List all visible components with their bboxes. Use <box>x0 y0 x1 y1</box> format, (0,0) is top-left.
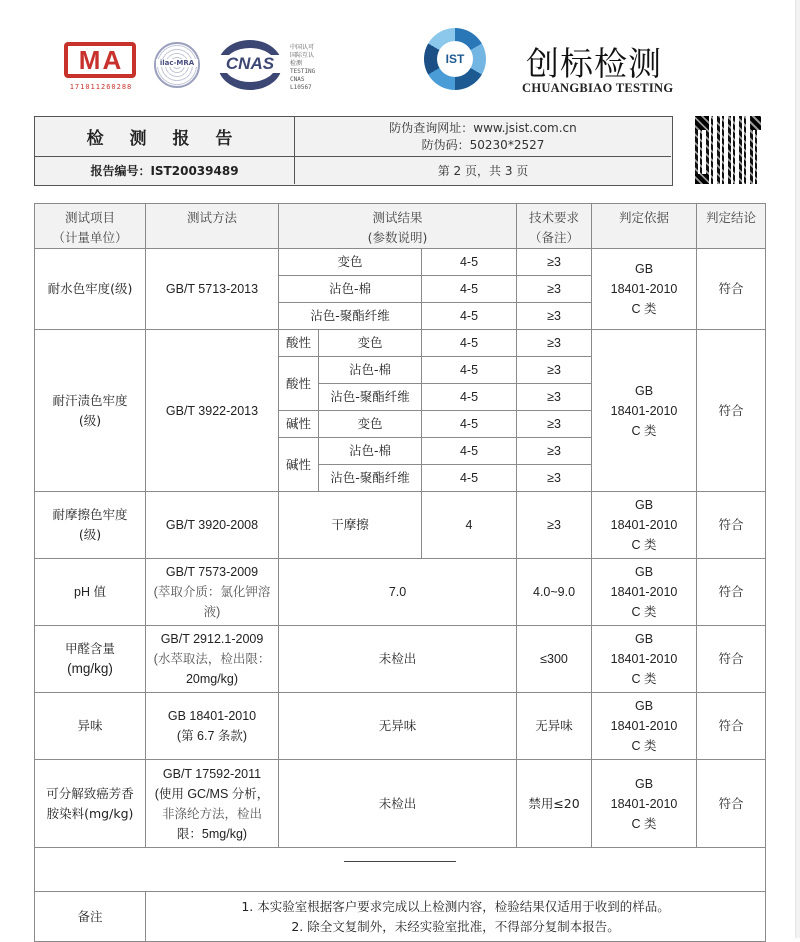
conclusion-cell: 符合 <box>697 760 766 848</box>
end-separator-row <box>35 848 766 892</box>
header-item: 测试项目 （计量单位） <box>35 204 146 249</box>
brand-name-en: CHUANGBIAO TESTING <box>522 81 674 95</box>
basis-cell: GB 18401-2010 C 类 <box>592 249 697 330</box>
cnas-accreditation-text: 中国认可 国际互认 检测 TESTING CNAS L10567 <box>290 44 316 91</box>
memo-row <box>35 892 766 942</box>
test-results-table <box>34 203 766 942</box>
report-title: 检 测 报 告 <box>35 117 295 157</box>
header-conclusion: 判定结论 <box>697 204 766 249</box>
table-row: 沾色-棉 4-5 ≥3 <box>35 276 766 303</box>
anti-fake-url: 防伪查询网址：www.jsist.com.cn <box>389 120 577 135</box>
conclusion-cell: 符合 <box>697 626 766 693</box>
header-basis: 判定依据 <box>592 204 697 249</box>
table-row: pH 值 GB/T 7573-2009 (萃取介质：氯化钾溶 液) 7.0 4.0~9.0 GB 18401-2010 C 类 符合 <box>35 559 766 626</box>
header-tech: 技术要求 （备注） <box>517 204 592 249</box>
basis-cell: GB 18401-2010 C 类 <box>592 492 697 559</box>
table-row: 碱性 沾色-棉 4-5 ≥3 <box>35 438 766 465</box>
cma-logo: MA 171011260288 <box>60 42 142 94</box>
conclusion-cell: 符合 <box>697 559 766 626</box>
header-method: 测试方法 <box>146 204 279 249</box>
table-header-row <box>35 204 766 249</box>
report-title-box <box>34 116 673 186</box>
report-number: 报告编号：IST20039489 <box>35 157 295 184</box>
table-row: 耐水色牢度(级) GB/T 5713-2013 变色 4-5 ≥3 GB 18401-2010 C 类 符合 <box>35 249 766 276</box>
ist-logo-icon: IST <box>424 28 486 90</box>
table-row: 可分解致癌芳香 胺染料(mg/kg) GB/T 17592-2011 (使用 GC/MS 分析， 非涤纶方法，检出 限：5mg/kg) 未检出 禁用≤20 GB 18401-2010 C 类 符合 <box>35 760 766 848</box>
basis-cell: GB 18401-2010 C 类 <box>592 330 697 492</box>
conclusion-cell: 符合 <box>697 492 766 559</box>
table-row: 异味 GB 18401-2010 (第 6.7 条款) 无异味 无异味 GB 18401-2010 C 类 符合 <box>35 693 766 760</box>
basis-cell: GB 18401-2010 C 类 <box>592 693 697 760</box>
cma-number: 171011260288 <box>69 83 133 91</box>
table-row: 沾色-聚酯纤维 4-5 ≥3 <box>35 384 766 411</box>
anti-fake-code: 防伪码：50230*2527 <box>421 137 545 152</box>
table-row: 耐汗渍色牢度 (级) GB/T 3922-2013 酸性 变色 4-5 ≥3 GB 18401-2010 C 类 符合 <box>35 330 766 357</box>
table-row: 酸性 沾色-棉 4-5 ≥3 <box>35 357 766 384</box>
anti-fake-info <box>295 117 671 157</box>
basis-cell: GB 18401-2010 C 类 <box>592 559 697 626</box>
table-row: 碱性 变色 4-5 ≥3 <box>35 411 766 438</box>
memo-label: 备注 <box>35 892 146 942</box>
end-line <box>344 861 456 862</box>
table-row: 沾色-聚酯纤维 4-5 ≥3 <box>35 465 766 492</box>
basis-cell: GB 18401-2010 C 类 <box>592 760 697 848</box>
page-info: 第 2 页，共 3 页 <box>437 164 529 178</box>
table-row: 甲醛含量 (mg/kg) GB/T 2912.1-2009 (水萃取法，检出限： 20mg/kg) 未检出 ≤300 GB 18401-2010 C 类 符合 <box>35 626 766 693</box>
table-row: 耐摩擦色牢度 (级) GB/T 3920-2008 干摩擦 4 ≥3 GB 18401-2010 C 类 符合 <box>35 492 766 559</box>
page-edge <box>795 0 800 938</box>
ilac-mra-logo: ilac-MRA <box>154 42 200 88</box>
basis-cell: GB 18401-2010 C 类 <box>592 626 697 693</box>
memo-content: 1. 本实验室根据客户要求完成以上检测内容，检验结果仅适用于收到的样品。 2. 除全文复制外，未经实验室批准，不得部分复制本报告。 <box>146 892 766 942</box>
conclusion-cell: 符合 <box>697 693 766 760</box>
conclusion-cell: 符合 <box>697 330 766 492</box>
brand-name-cn: 创标检测 <box>526 44 662 83</box>
cnas-logo: CNAS <box>218 40 282 90</box>
conclusion-cell: 符合 <box>697 249 766 330</box>
qr-code-icon[interactable] <box>693 114 763 186</box>
table-row: 沾色-聚酯纤维 4-5 ≥3 <box>35 303 766 330</box>
header-result: 测试结果 (参数说明) <box>279 204 517 249</box>
